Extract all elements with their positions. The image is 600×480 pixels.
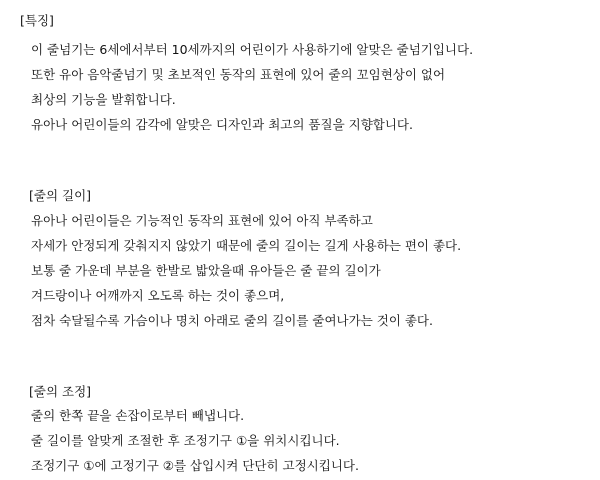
- adjustment-line-3: 조정기구 ①에 고정기구 ②를 삽입시켜 단단히 고정시킵니다.: [31, 458, 359, 473]
- rope-length-line-1: 유아나 어린이들은 기능적인 동작의 표현에 있어 아직 부족하고: [31, 213, 373, 228]
- section-heading-features: [특징]: [20, 13, 54, 28]
- rope-length-line-3: 보통 줄 가운데 부분을 한발로 밟았을때 유아들은 줄 끝의 길이가: [31, 263, 381, 278]
- rope-length-line-4: 겨드랑이나 어깨까지 오도록 하는 것이 좋으며,: [31, 288, 285, 303]
- rope-length-line-2: 자세가 안정되게 갖춰지지 않았기 때문에 줄의 길이는 길게 사용하는 편이 좋다.: [31, 238, 462, 253]
- features-line-4: 유아나 어린이들의 감각에 알맞은 디자인과 최고의 품질을 지향합니다.: [31, 117, 413, 132]
- features-line-2: 또한 유아 음악줄넘기 및 초보적인 동작의 표현에 있어 줄의 꼬임현상이 없어: [31, 67, 446, 82]
- features-line-3: 최상의 기능을 발휘합니다.: [31, 92, 176, 107]
- features-line-1: 이 줄넘기는 6세에서부터 10세까지의 어린이가 사용하기에 알맞은 줄넘기입니다.: [31, 42, 474, 57]
- rope-length-line-5: 점차 숙달될수록 가슴이나 명치 아래로 줄의 길이를 줄여나가는 것이 좋다.: [31, 313, 433, 328]
- section-heading-rope-adjustment: [줄의 조정]: [29, 384, 92, 399]
- adjustment-line-1: 줄의 한쪽 끝을 손잡이로부터 빼냅니다.: [31, 408, 245, 423]
- adjustment-line-2: 줄 길이를 알맞게 조절한 후 조정기구 ①을 위치시킵니다.: [31, 433, 340, 448]
- section-heading-rope-length: [줄의 길이]: [29, 188, 92, 203]
